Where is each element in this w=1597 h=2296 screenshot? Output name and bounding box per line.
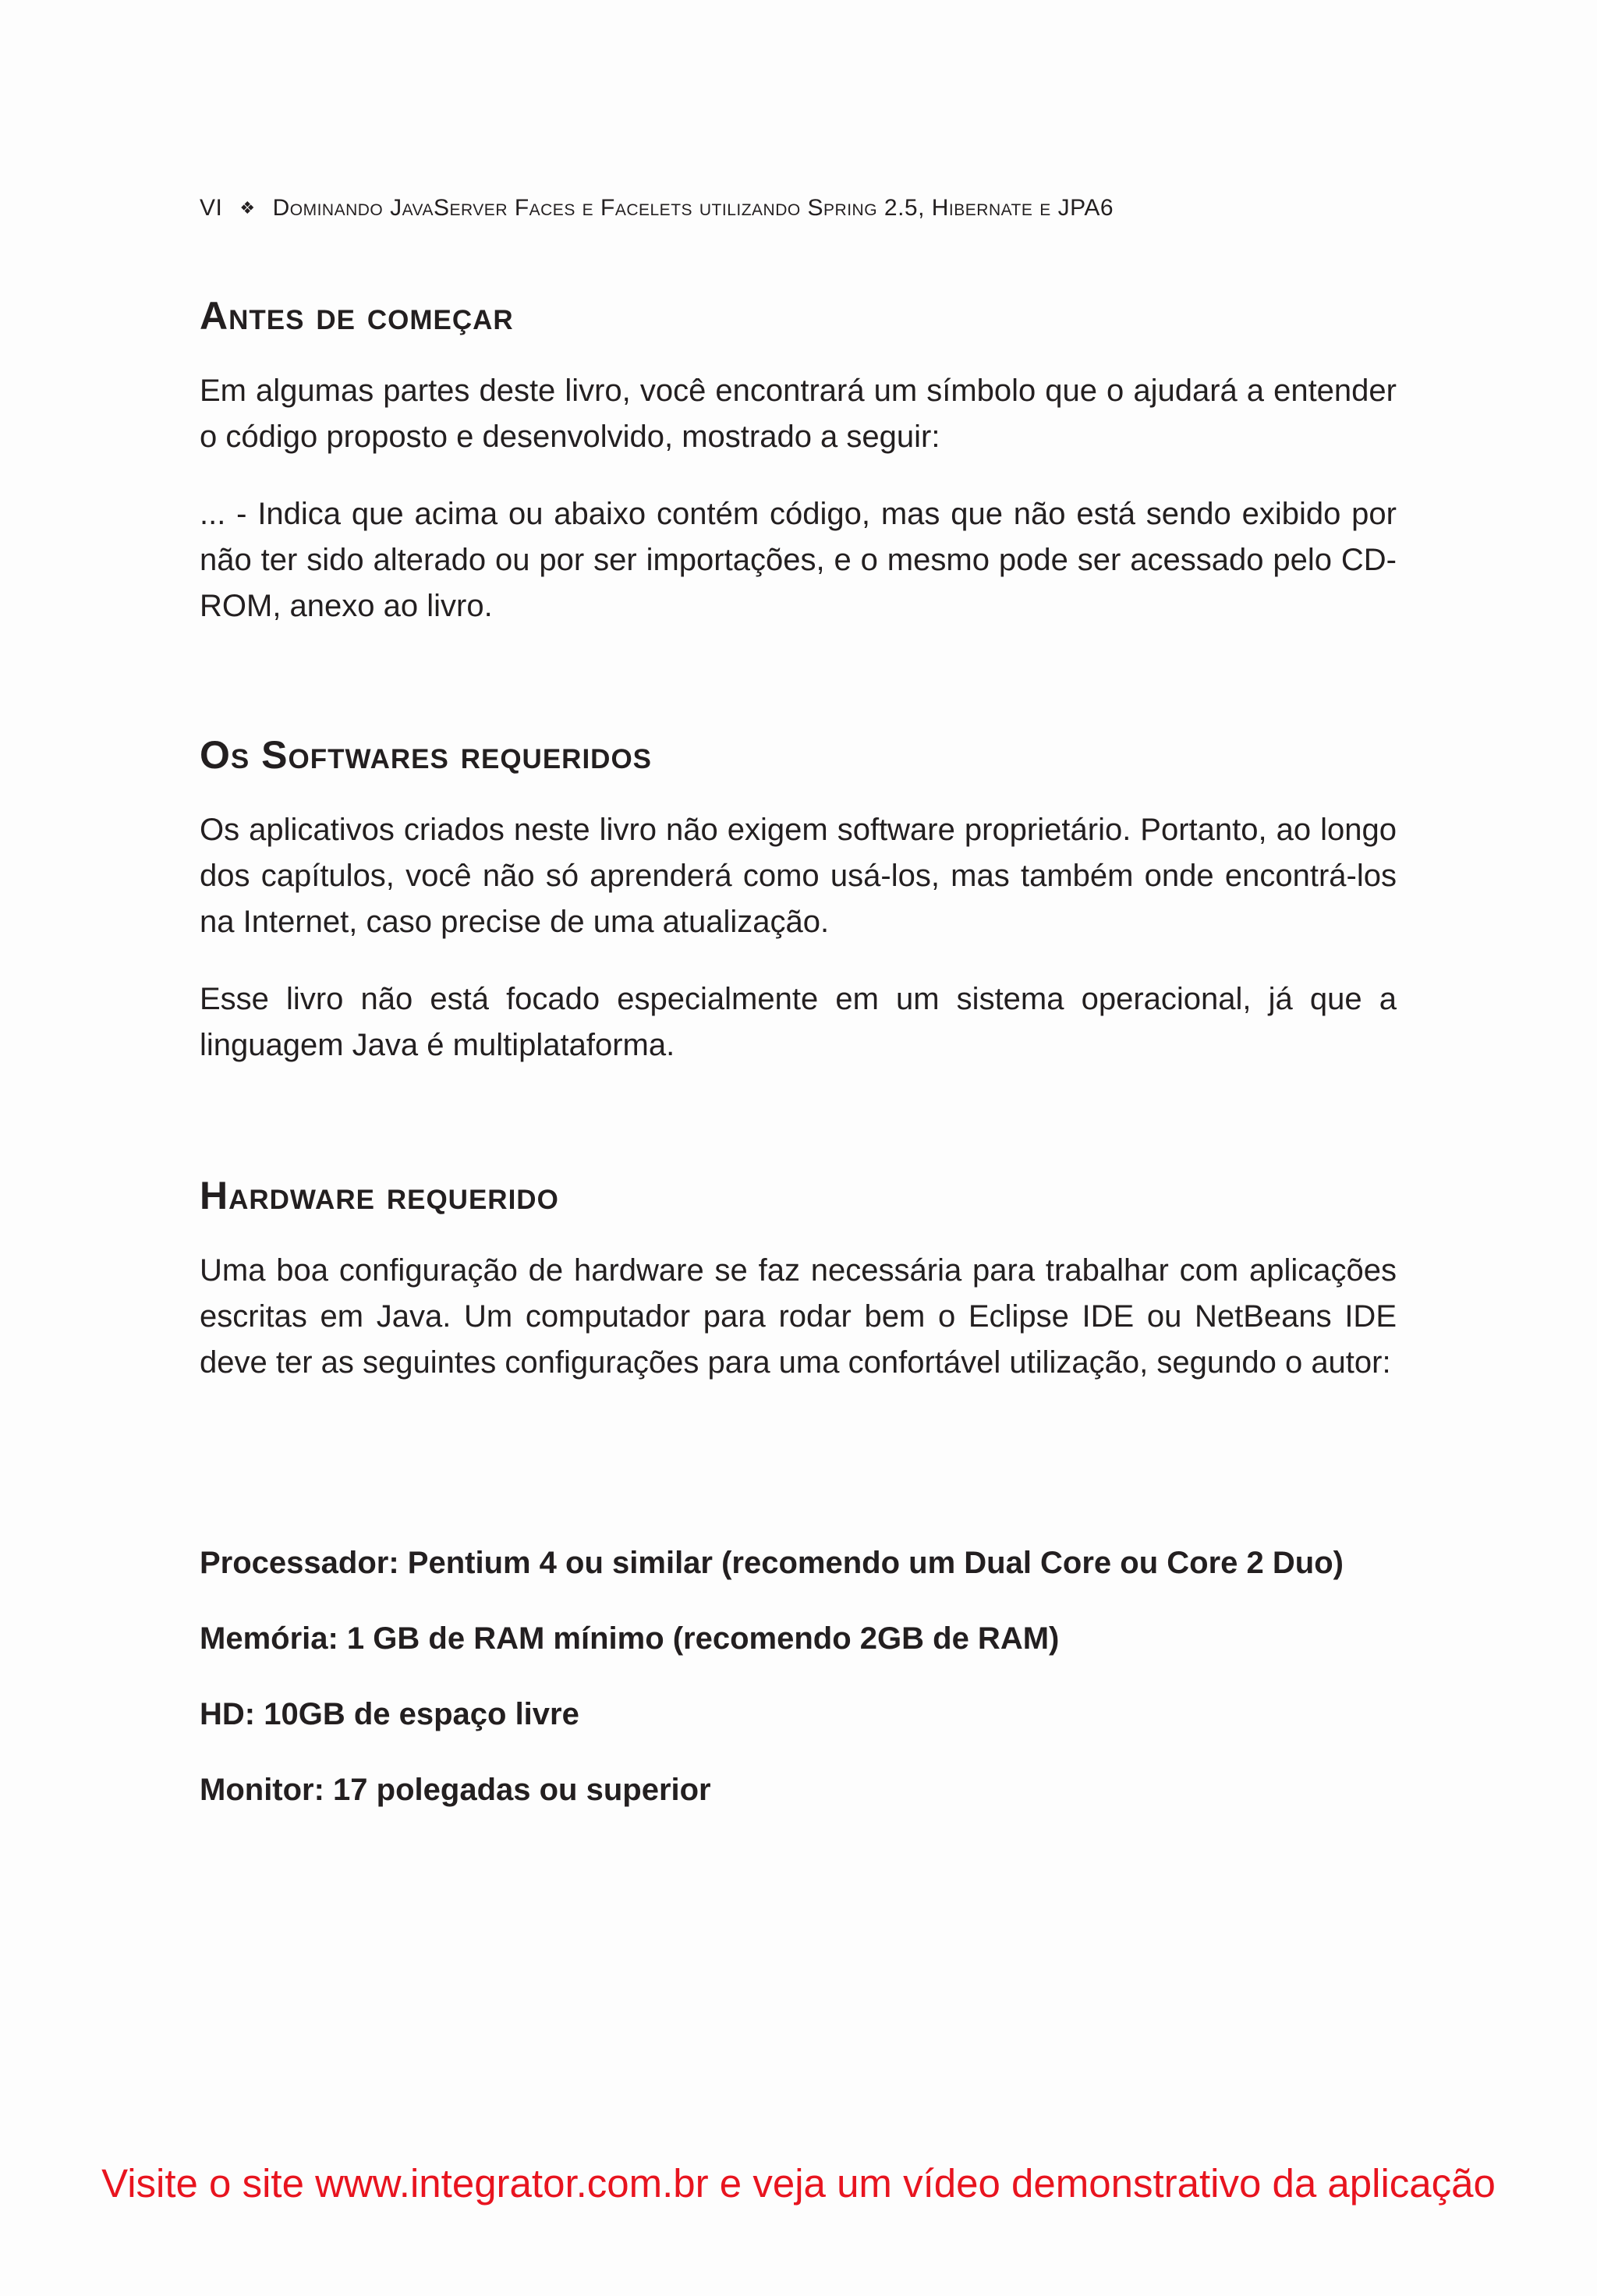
- spec-hd: HD: 10GB de espaço livre: [200, 1697, 579, 1731]
- paragraph: Uma boa configuração de hardware se faz necessária para trabalhar com aplicações escritas em Java. Um computador para rodar bem o Eclipse IDE ou NetBeans IDE deve ter as seguintes configurações para uma confortável utilização, segundo o autor:: [200, 1253, 1397, 1380]
- book-title: Dominando JavaServer Faces e Facelets utilizando Spring 2.5, Hibernate e JPA6: [272, 195, 1114, 221]
- diamond-ornament-icon: ❖: [239, 198, 256, 218]
- paragraph: Em algumas partes deste livro, você encontrará um símbolo que o ajudará a entender o código proposto e desenvolvido, mostrado a seguir:: [200, 374, 1397, 454]
- book-page: [200, 0, 1397, 2296]
- promo-banner: Visite o site www.integrator.com.br e veja um vídeo demonstrativo da aplicação: [101, 2161, 1496, 2206]
- section-heading: Os Softwares requeridos: [200, 733, 653, 777]
- spec-memory: Memória: 1 GB de RAM mínimo (recomendo 2GB de RAM): [200, 1621, 1060, 1656]
- page-number: VI: [200, 195, 223, 221]
- paragraph: ... - Indica que acima ou abaixo contém código, mas que não está sendo exibido por não ter sido alterado ou por ser importações, e o mesmo pode ser acessado pelo CD-ROM, anexo ao livro.: [200, 497, 1397, 623]
- section-heading: Antes de começar: [200, 294, 514, 338]
- section-heading: Hardware requerido: [200, 1174, 559, 1217]
- hardware-spec-list: [200, 1540, 1397, 1843]
- spec-monitor: Monitor: 17 polegadas ou superior: [200, 1773, 711, 1807]
- running-header: [200, 195, 1114, 221]
- section-softwares-requeridos: [200, 735, 1397, 1068]
- section-antes-de-comecar: [200, 296, 1397, 629]
- spec-processor: Processador: Pentium 4 ou similar (recomendo um Dual Core ou Core 2 Duo): [200, 1546, 1344, 1580]
- paragraph: Esse livro não está focado especialmente em um sistema operacional, já que a linguagem Java é multiplataforma.: [200, 982, 1397, 1062]
- paragraph: Os aplicativos criados neste livro não exigem software proprietário. Portanto, ao longo dos capítulos, você não só aprenderá como usá-los, mas também onde encontrá-los na Internet, caso precise de uma atualização.: [200, 813, 1397, 939]
- section-hardware-requerido: [200, 1176, 1397, 1386]
